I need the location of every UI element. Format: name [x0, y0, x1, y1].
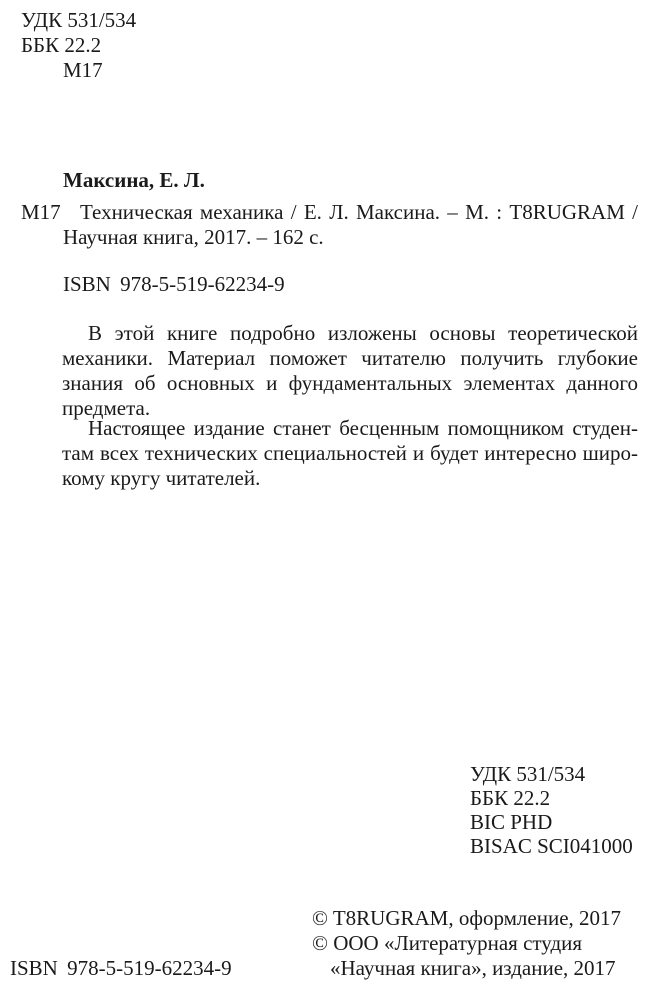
annotation-paragraph-1 [62, 321, 638, 421]
bottom-bisac: BISAC SCI041000 [470, 834, 633, 858]
record-isbn: ISBN 978-5-519-62234-9 [63, 272, 285, 296]
bottom-bbk: ББК 22.2 [470, 786, 551, 810]
record-title-line2: Научная книга, 2017. – 162 с. [63, 225, 324, 249]
bottom-udk: УДК 531/534 [470, 762, 586, 786]
annotation-p1-line: механики. Материал поможет читателю получить глубокие [62, 346, 638, 370]
footer-isbn: ISBN 978-5-519-62234-9 [10, 956, 232, 980]
annotation-paragraph-2 [62, 416, 638, 491]
copyright-design: © T8RUGRAM, оформление, 2017 [312, 906, 622, 930]
record-title-line1: Техническая механика / Е. Л. Максина. – М. : T8RUGRAM / [80, 200, 638, 224]
top-udk: УДК 531/534 [21, 8, 137, 32]
record-author: Максина, Е. Л. [63, 168, 205, 192]
annotation-p1-line: знания об основных и фундаментальных элементах данного [62, 371, 638, 395]
annotation-p2-line: кому кругу читателей. [62, 466, 261, 490]
top-bbk: ББК 22.2 [21, 33, 102, 57]
bottom-bic: BIC PHD [470, 810, 553, 834]
annotation-p2-line: Настоящее издание станет бесценным помощником студен- [88, 416, 638, 440]
copyright-publisher: © ООО «Литературная студия [312, 931, 583, 955]
annotation-p2-line: там всех технических специальностей и будет интересно широ- [62, 441, 638, 465]
top-author-mark: М17 [63, 58, 103, 82]
annotation-p1-line: В этой книге подробно изложены основы теоретической [88, 321, 638, 345]
annotation-p1-line: предмета. [62, 396, 151, 420]
record-author-mark: М17 [21, 200, 61, 224]
copyright-edition: «Научная книга», издание, 2017 [330, 956, 616, 980]
